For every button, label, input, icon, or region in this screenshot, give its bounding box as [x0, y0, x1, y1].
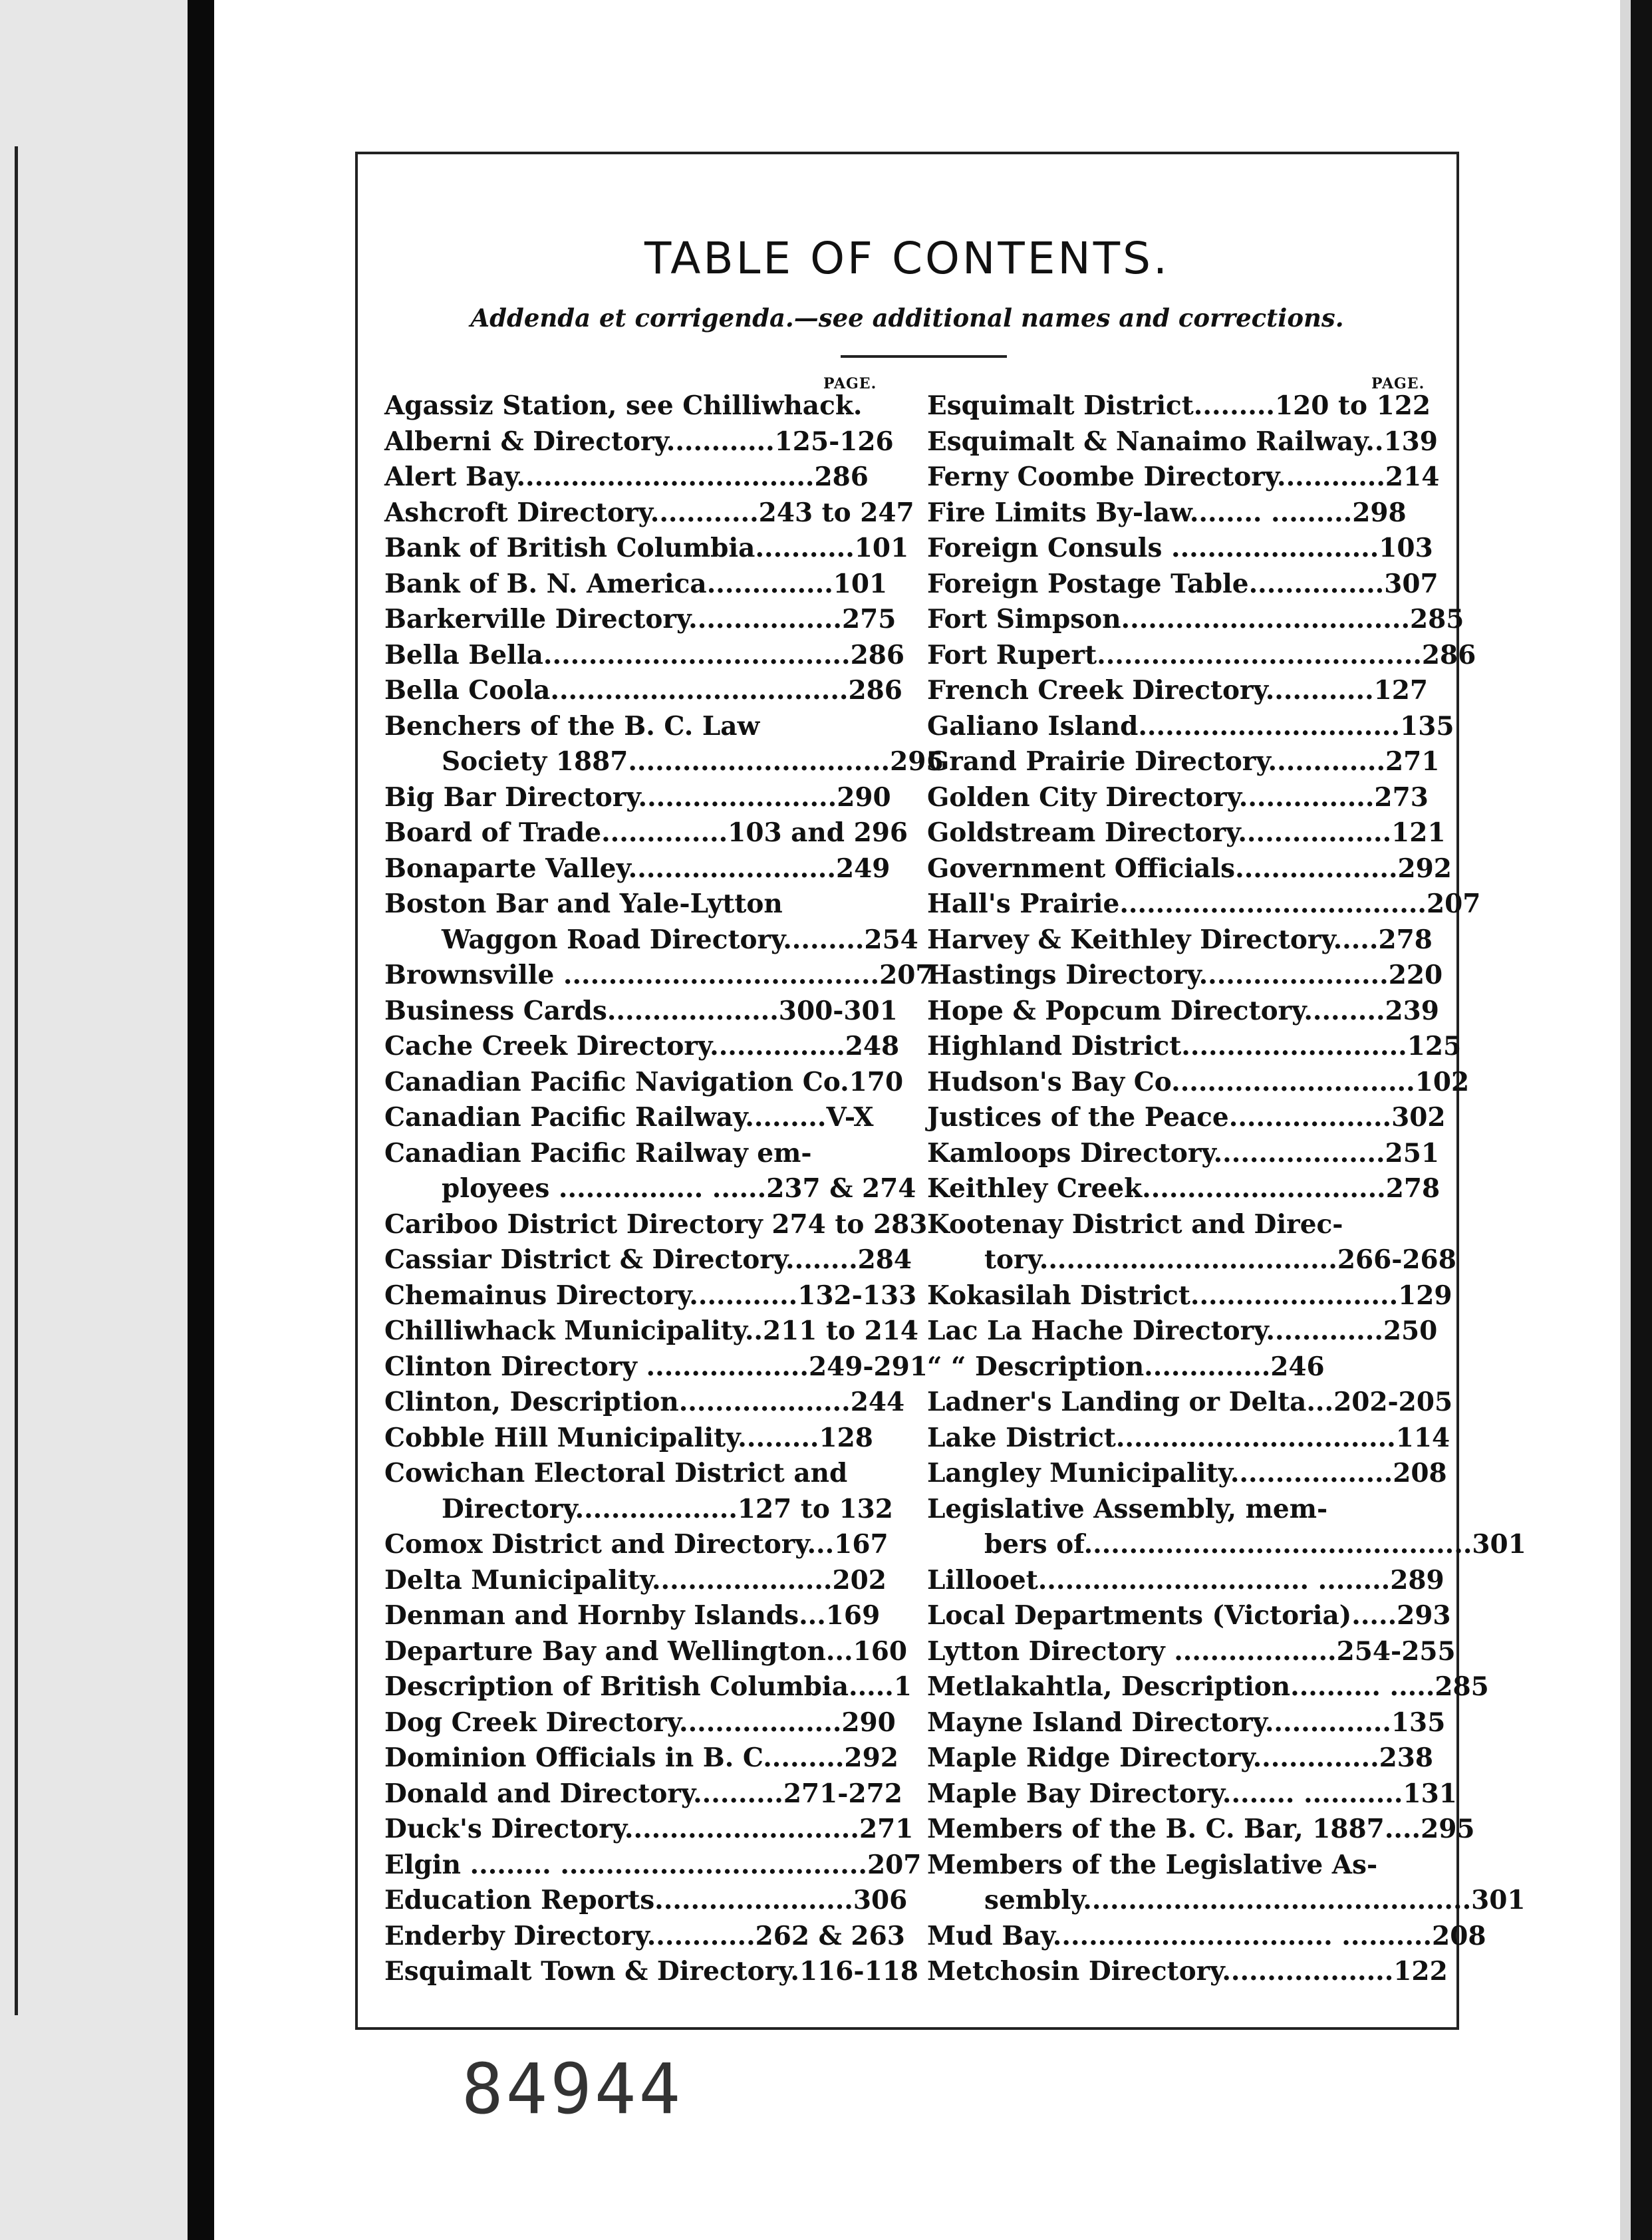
toc-entry: Departure Bay and Wellington...160 [384, 1635, 907, 1667]
toc-entry: Ashcroft Directory............243 to 247 [384, 497, 914, 528]
toc-entry: Chilliwhack Municipality..211 to 214 [384, 1316, 918, 1346]
toc-entry: Lake District...............................114 [927, 1422, 1450, 1453]
toc-entry: Keithley Creek...........................278 [927, 1173, 1441, 1204]
toc-entry: Bank of B. N. America..............101 [384, 568, 888, 599]
toc-entry: Fire Limits By-law........ .........298 [927, 497, 1407, 528]
toc-entry: Cache Creek Directory...............248 [384, 1031, 900, 1061]
toc-entry: Lytton Directory ..................254-255 [927, 1635, 1456, 1667]
toc-entry: Esquimalt District.........120 to 122 [927, 390, 1431, 421]
page-edge-highlight [1620, 0, 1631, 2240]
title-rule [841, 355, 1007, 358]
right-page-header: PAGE. [1371, 375, 1425, 392]
toc-entry: Fort Rupert....................................286 [927, 639, 1476, 670]
toc-entry: Government Officials..................292 [927, 853, 1452, 884]
toc-entry: Esquimalt Town & Directory.116-118 [384, 1956, 919, 1987]
toc-entry: Delta Municipality....................202 [384, 1564, 887, 1596]
toc-entry: Business Cards...................300-301 [384, 995, 898, 1026]
toc-entry: Galiano Island.............................135 [927, 710, 1454, 742]
toc-entry: Canadian Pacific Railway.........V-X [384, 1102, 874, 1133]
page-edge-shadow [1631, 0, 1652, 2240]
toc-entry: Canadian Pacific Railway em- [384, 1137, 812, 1169]
binding-fold-shadow [188, 0, 214, 2240]
toc-entry: Cowichan Electoral District and [384, 1458, 848, 1488]
toc-entry: tory.................................266-268 [984, 1244, 1456, 1275]
toc-entry: Hall's Prairie..................................207 [927, 889, 1481, 919]
toc-entry: Ladner's Landing or Delta...202-205 [927, 1387, 1453, 1417]
toc-entry: Maple Bay Directory........ ...........131 [927, 1778, 1457, 1809]
toc-entry: Description of British Columbia.....1 [384, 1671, 912, 1702]
toc-entry: Langley Municipality..................208 [927, 1458, 1447, 1488]
toc-entry: Grand Prairie Directory.............271 [927, 746, 1440, 777]
toc-entry: Local Departments (Victoria).....293 [927, 1600, 1451, 1631]
toc-entry: Members of the Legislative As- [927, 1849, 1378, 1880]
toc-entry: Kamloops Directory...................251 [927, 1137, 1439, 1169]
toc-entry: Alberni & Directory............125-126 [384, 426, 894, 457]
toc-entry: Enderby Directory............262 & 263 [384, 1920, 905, 1951]
toc-entry: Directory..................127 to 132 [442, 1493, 893, 1524]
toc-entry: Chemainus Directory............132-133 [384, 1280, 917, 1311]
left-page-header: PAGE. [823, 375, 877, 392]
toc-entry: Esquimalt & Nanaimo Railway..139 [927, 426, 1438, 457]
toc-entry: Legislative Assembly, mem- [927, 1493, 1328, 1524]
subtitle: Addenda et corrigenda.—see additional names and corrections. [470, 303, 1344, 333]
toc-entry: Comox District and Directory...167 [384, 1529, 889, 1560]
toc-entry: Cobble Hill Municipality.........128 [384, 1422, 873, 1453]
toc-entry: “ “ Description..............246 [927, 1351, 1325, 1382]
toc-entry: sembly...........................................301 [984, 1885, 1526, 1915]
toc-entry: Justices of the Peace..................302 [927, 1102, 1446, 1133]
toc-entry: Highland District.........................125 [927, 1031, 1462, 1061]
right-column [927, 388, 1526, 1990]
toc-entry: Fort Simpson................................285 [927, 604, 1464, 634]
toc-entry: Board of Trade..............103 and 296 [384, 817, 908, 848]
toc-entry: Metlakahtla, Description.......... .....285 [927, 1671, 1489, 1702]
toc-entry: Kootenay District and Direc- [927, 1208, 1343, 1240]
toc-entry: Golden City Directory...............273 [927, 781, 1429, 813]
toc-entry: Mud Bay............................... ..........208 [927, 1920, 1486, 1951]
toc-entry: Education Reports......................306 [384, 1885, 908, 1915]
toc-entry: Ferny Coombe Directory............214 [927, 462, 1440, 492]
toc-entry: Elgin ......... ..................................207 [384, 1849, 922, 1880]
toc-entry: Bella Coola.................................286 [384, 675, 902, 706]
toc-entry: Metchosin Directory...................122 [927, 1956, 1448, 1987]
toc-entry: Barkerville Directory.................275 [384, 604, 896, 634]
toc-entry: Bella Bella..................................286 [384, 639, 904, 670]
toc-entry: Members of the B. C. Bar, 1887....295 [927, 1814, 1475, 1844]
toc-entry: Hope & Popcum Directory.........239 [927, 995, 1439, 1026]
toc-entry: Hastings Directory.....................220 [927, 960, 1443, 990]
toc-entry: Society 1887.............................295 [442, 746, 944, 777]
toc-entry: Hudson's Bay Co...........................102 [927, 1066, 1470, 1097]
toc-entry: ployees ................ ......237 & 274 [442, 1173, 916, 1204]
adjacent-page-strip [0, 0, 188, 2240]
toc-entry: Lac La Hache Directory.............250 [927, 1316, 1438, 1346]
toc-entry: Denman and Hornby Islands...169 [384, 1600, 881, 1631]
toc-entry: Foreign Postage Table...............307 [927, 568, 1439, 599]
toc-entry: Kokasilah District.......................129 [927, 1280, 1452, 1311]
toc-entry: Canadian Pacific Navigation Co.170 [384, 1066, 904, 1097]
toc-entry: Dominion Officials in B. C.........292 [384, 1743, 898, 1773]
toc-entry: Clinton Directory ..................249-291 [384, 1351, 928, 1382]
toc-entry: Dog Creek Directory..................290 [384, 1707, 896, 1738]
toc-entry: Goldstream Directory.................121 [927, 817, 1446, 848]
catalog-stamp: 84944 [462, 2048, 684, 2130]
adjacent-page-border-line [15, 146, 18, 2015]
left-column [384, 388, 944, 1990]
toc-entry: Bonaparte Valley.......................249 [384, 853, 891, 884]
toc-entry: Cariboo District Directory 274 to 283 [384, 1208, 928, 1240]
toc-entry: Harvey & Keithley Directory.....278 [927, 924, 1433, 955]
page-title: TABLE OF CONTENTS. [644, 233, 1170, 284]
toc-entry: Mayne Island Directory..............135 [927, 1707, 1446, 1738]
toc-entry: Cassiar District & Directory........284 [384, 1244, 912, 1275]
toc-entry: Clinton, Description...................244 [384, 1387, 905, 1417]
toc-entry: Benchers of the B. C. Law [384, 710, 760, 742]
toc-entry: French Creek Directory............127 [927, 675, 1429, 706]
toc-entry: Duck's Directory..........................271 [384, 1814, 914, 1844]
toc-entry: Foreign Consuls .......................103 [927, 533, 1433, 563]
toc-entry: Boston Bar and Yale-Lytton [384, 889, 783, 919]
toc-entry: Alert Bay.................................286 [384, 462, 869, 492]
toc-entry: Agassiz Station, see Chilliwhack. [384, 390, 863, 421]
toc-entry: bers of...........................................301 [984, 1529, 1526, 1560]
toc-entry: Donald and Directory..........271-272 [384, 1778, 902, 1809]
toc-entry: Waggon Road Directory.........254 [442, 924, 918, 955]
toc-entry: Brownsville ...................................207 [384, 960, 934, 990]
toc-entry: Big Bar Directory......................290 [384, 781, 891, 813]
toc-entry: Bank of British Columbia...........101 [384, 533, 909, 563]
toc-entry: Maple Ridge Directory..............238 [927, 1743, 1434, 1773]
toc-entry: Lillooet.............................. ........289 [927, 1564, 1445, 1596]
